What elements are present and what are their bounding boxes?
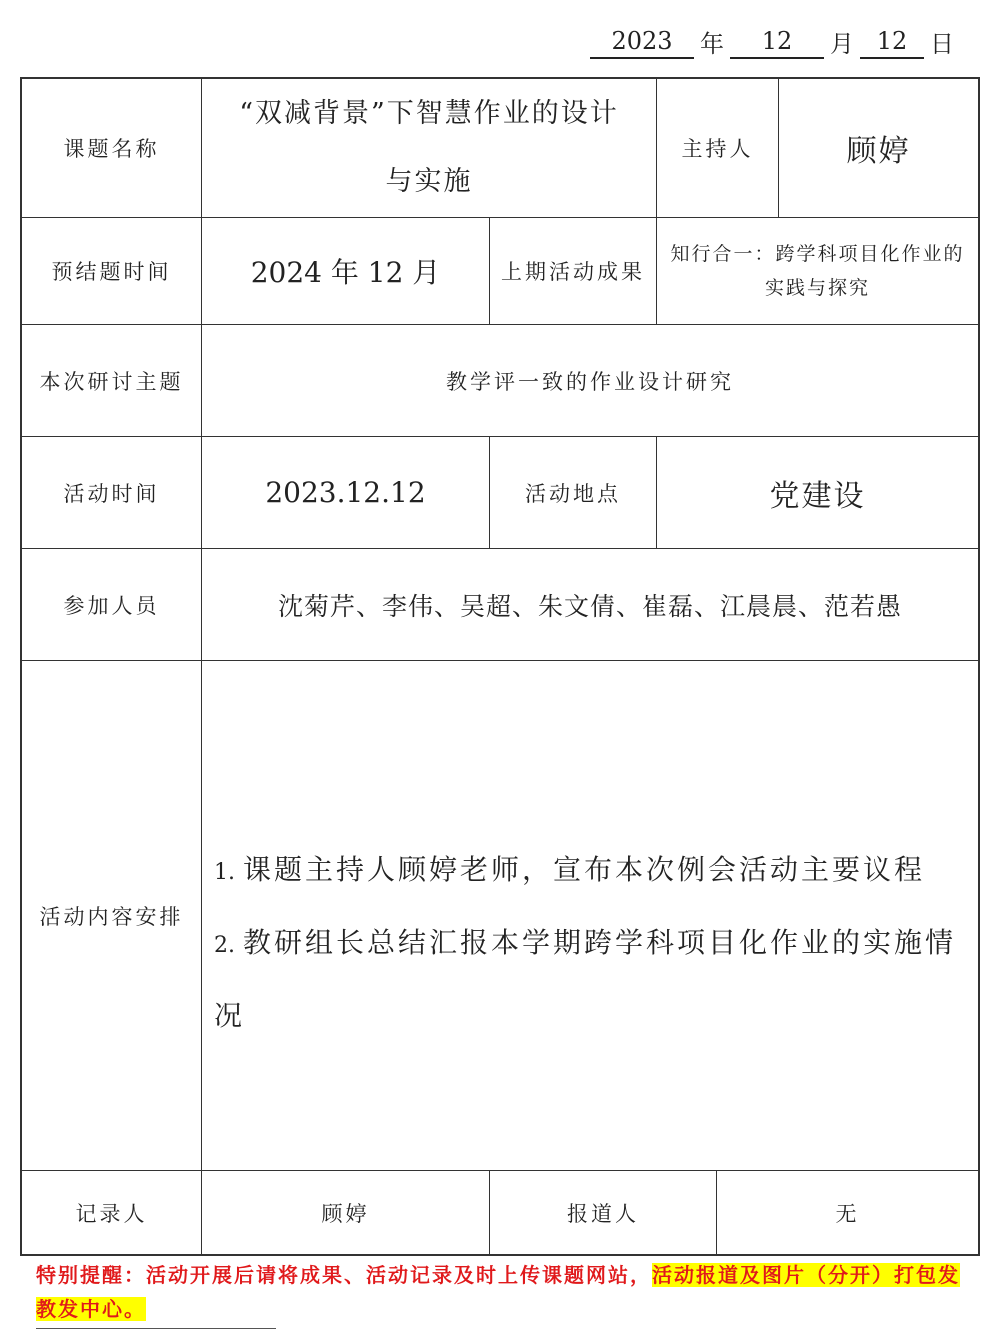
notice-part1: 特别提醒：活动开展后请将成果、活动记录及时上传课题网站， (36, 1263, 652, 1287)
content-item (214, 908, 974, 1051)
date-year-label: 年 (700, 30, 724, 58)
host-value: 顾婷 (846, 134, 911, 169)
prev-result-value: 知行合一：跨学科项目化作业的实践与探究 (670, 243, 965, 299)
content-item-number: 2. (214, 933, 235, 958)
date-month-label: 月 (830, 30, 854, 58)
location-value: 党建设 (769, 478, 866, 514)
special-notice (36, 1258, 976, 1326)
theme-label: 本次研讨主题 (39, 369, 184, 394)
content-item-text: 教研组长总结汇报本学期跨学科项目化作业的实施情况 (214, 926, 957, 1032)
content-item (214, 835, 974, 908)
participants-value: 沈菊芹、李伟、吴超、朱文倩、崔磊、江晨晨、范若愚 (277, 591, 902, 621)
host-label: 主持人 (681, 137, 754, 161)
topic-value-line2: 与实施 (385, 166, 473, 197)
theme-value: 教学评一致的作业设计研究 (446, 369, 734, 394)
date-line (590, 24, 960, 59)
prev-result-label: 上期活动成果 (501, 260, 645, 284)
end-time-label: 预结题时间 (51, 260, 172, 284)
date-day-label: 日 (930, 30, 954, 58)
topic-label: 课题名称 (63, 137, 160, 161)
recorder-value: 顾婷 (321, 1201, 370, 1226)
topic-value-line1: “双减背景”下智慧作业的设计 (239, 98, 619, 129)
location-label: 活动地点 (525, 481, 621, 506)
date-month: 12 (730, 27, 824, 59)
recorder-label: 记录人 (75, 1201, 148, 1226)
activity-time-value: 2023.12.12 (265, 476, 426, 509)
content-item-text: 课题主持人顾婷老师，宣布本次例会活动主要议程 (243, 853, 926, 886)
content-item-number: 1. (214, 860, 235, 885)
reporter-value: 无 (835, 1201, 860, 1226)
topic-value (202, 79, 656, 217)
date-day: 12 (860, 27, 924, 59)
notice-part2-highlight: 活动报道及图片（分开）打包发教发中心。 (36, 1263, 960, 1321)
footer-divider (36, 1328, 276, 1329)
date-year: 2023 (590, 27, 694, 59)
content-label: 活动内容安排 (39, 904, 184, 929)
end-time-value: 2024 年 12 月 (250, 256, 441, 289)
reporter-label: 报道人 (567, 1201, 639, 1226)
content-list (214, 835, 974, 1051)
participants-label: 参加人员 (63, 593, 160, 618)
activity-time-label: 活动时间 (63, 481, 160, 506)
